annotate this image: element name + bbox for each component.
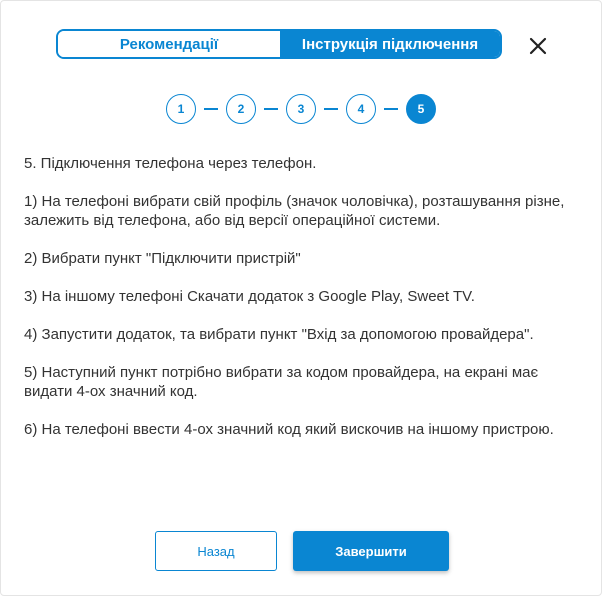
tab-recommendations[interactable]: Рекомендації bbox=[58, 31, 280, 57]
step-2[interactable]: 2 bbox=[226, 94, 256, 124]
tab-switcher bbox=[56, 29, 502, 59]
instruction-text bbox=[24, 154, 584, 458]
step-connector bbox=[384, 108, 398, 110]
close-icon bbox=[527, 35, 549, 57]
step-4[interactable]: 4 bbox=[346, 94, 376, 124]
close-button[interactable] bbox=[527, 35, 549, 57]
step-connector bbox=[204, 108, 218, 110]
instruction-heading: 5. Підключення телефона через телефон. bbox=[24, 155, 317, 172]
step-5-active[interactable]: 5 bbox=[406, 94, 436, 124]
tab-connection-instructions[interactable]: Інструкція підключення bbox=[280, 31, 500, 57]
instruction-step: 3) На іншому телефоні Скачати додаток з Google Play, Sweet TV. bbox=[24, 288, 475, 305]
back-button[interactable]: Назад bbox=[155, 531, 277, 571]
step-connector bbox=[324, 108, 338, 110]
step-3[interactable]: 3 bbox=[286, 94, 316, 124]
step-1[interactable]: 1 bbox=[166, 94, 196, 124]
step-connector bbox=[264, 108, 278, 110]
instruction-step: 5) Наступний пункт потрібно вибрати за кодом провайдера, на екрані має видати 4-ох значний код. bbox=[24, 364, 539, 400]
instruction-step: 1) На телефоні вибрати свій профіль (значок чоловічка), розташування різне, залежить від телефона, або від версії операційної системи. bbox=[24, 193, 565, 229]
finish-button[interactable]: Завершити bbox=[293, 531, 449, 571]
step-indicator bbox=[166, 93, 436, 125]
instruction-step: 6) На телефоні ввести 4-ох значний код який вискочив на іншому пристрою. bbox=[24, 421, 554, 438]
instruction-step: 4) Запустити додаток, та вибрати пункт "Вхід за допомогою провайдера". bbox=[24, 326, 534, 343]
instruction-step: 2) Вибрати пункт "Підключити пристрій" bbox=[24, 250, 301, 267]
